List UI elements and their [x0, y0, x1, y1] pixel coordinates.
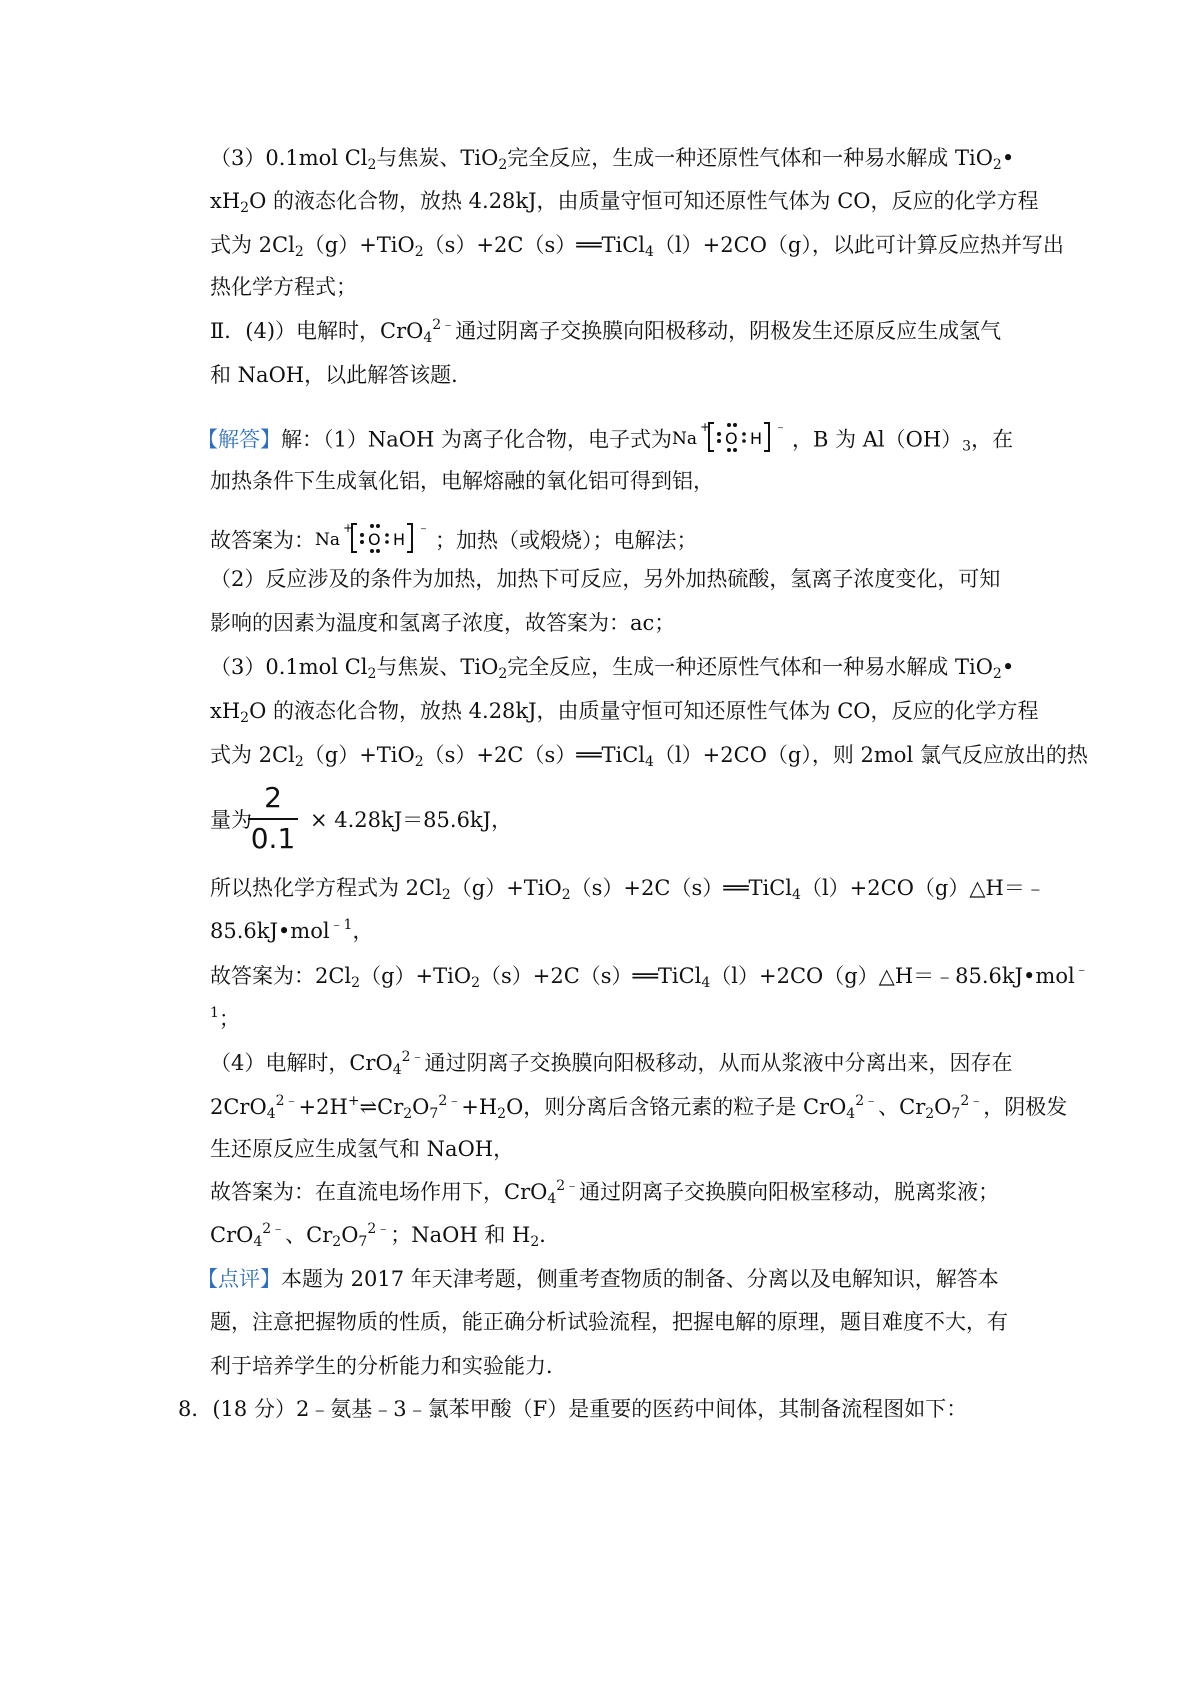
text-line: 热化学方程式；	[210, 275, 357, 299]
question-8-line: 8．(18 分）2﹣氨基﹣3﹣氯苯甲酸（F）是重要的医药中间体，其制备流程图如下：	[178, 1397, 968, 1421]
svg-text:O: O	[724, 429, 738, 448]
naoh-electron-formula	[315, 518, 435, 566]
text-line: 故答案为： Na + O H ﹣ ；加热（或煅烧）；电解法；	[210, 518, 1020, 566]
text-line: $xH_2O$ 的液态化合物，放热 4.28kJ，由质量守恒可知还原性气体为 CO，反应的化学方程	[210, 699, 1039, 726]
text-line: $2CrO_4^{2﹣}+2H^+\rightleftharpoons Cr_2O_7^{2﹣}+H_2O$，则分离后含铬元素的粒子是 CrO$_4^{2﹣}$、$Cr_2O_7^{2﹣}$，阴极发	[210, 1093, 1068, 1122]
text-line: CrO$_4^{2﹣}$、$Cr_2O_7^{2﹣}$；NaOH 和 $H_2$．	[210, 1221, 561, 1250]
answer-tag: 【解答】	[197, 427, 281, 452]
text-line: 85.6kJ•mol$^{﹣1}$，	[210, 917, 374, 943]
text-line: 故答案为：$2Cl_2(g)+TiO_2(s)+2C(s)══TiCl_4(l)+2CO(g)\triangle H=﹣85.6kJ•mol^﹣$	[210, 962, 1089, 991]
svg-text:+: +	[699, 420, 711, 434]
svg-text:H: H	[393, 530, 406, 549]
text-line: 影响的因素为温度和氢离子浓度，故答案为：ac；	[210, 611, 676, 635]
text-line: 式为 $2Cl_2(g)+TiO_2(s)+2C(s)══TiCl_4(l)+2CO(g)$，则 2mol 氯气反应放出的热	[210, 743, 1088, 770]
svg-text:﹣: ﹣	[417, 521, 431, 536]
svg-text:Na: Na	[315, 530, 341, 550]
text-line: 加热条件下生成氧化铝，电解熔融的氧化铝可得到铝，	[210, 469, 714, 493]
text-line: 和 NaOH，以此解答该题．	[210, 363, 473, 387]
text-line: 利于培养学生的分析能力和实验能力．	[210, 1354, 567, 1378]
fraction-numerator: 2	[264, 781, 282, 814]
svg-text:+: +	[343, 521, 354, 535]
text-line: （4）电解时，CrO$_4^{2﹣}$通过阴离子交换膜向阳极移动，从而从浆液中分离出来，因存在	[210, 1049, 1013, 1078]
comment-line: 【点评】本题为 2017 年天津考题，侧重考查物质的制备、分离以及电解知识，解答本	[197, 1267, 999, 1291]
text-line: 所以热化学方程式为 $2Cl_2(g)+TiO_2(s)+2C(s)══TiCl_4(l)+2CO(g)\triangle H=﹣$	[210, 876, 1046, 903]
text-line: 题，注意把握物质的性质，能正确分析试验流程，把握电解的原理，题目难度不大，有	[210, 1310, 1008, 1334]
svg-text:O: O	[368, 530, 381, 549]
text-line: 生还原反应生成氢气和 NaOH，	[210, 1137, 515, 1161]
fraction-denominator: 0.1	[250, 822, 296, 855]
answer-heading-line: 【解答】解：（1）NaOH 为离子化合物，电子式为 Na + O H ﹣ ，B 为 $Al(OH)_3$，在	[197, 417, 1020, 465]
text-line: （3）0.1mol $Cl_2$与焦炭、TiO$_2$完全反应，生成一种还原性气体和一种易水解成 TiO$_2$•	[210, 146, 1015, 173]
naoh-electron-formula	[672, 417, 792, 465]
text-line: （2）反应涉及的条件为加热，加热下可反应，另外加热硫酸，氢离子浓度变化，可知	[210, 567, 1001, 591]
comment-tag: 【点评】	[197, 1267, 281, 1291]
text-line: 量为 × 4.28kJ＝85.6kJ，	[210, 808, 513, 832]
text-line: $xH_2O$ 的液态化合物，放热 4.28kJ，由质量守恒可知还原性气体为 CO，反应的化学方程	[210, 189, 1039, 216]
svg-text:H: H	[749, 429, 762, 448]
text-line: 故答案为：在直流电场作用下，CrO$_4^{2﹣}$通过阴离子交换膜向阳极室移动，脱离浆液；	[210, 1178, 1000, 1207]
svg-text:﹣: ﹣	[773, 420, 787, 435]
text-line: $^1$；	[210, 1005, 240, 1031]
svg-text:Na: Na	[671, 429, 697, 449]
text-line: （3）0.1mol $Cl_2$与焦炭、TiO$_2$完全反应，生成一种还原性气体和一种易水解成 TiO$_2$•	[210, 655, 1015, 682]
text-line: 式为 $2Cl_2(g)+TiO_2(s)+2C(s)══TiCl_4(l)+2CO(g)$，以此可计算反应热并写出	[210, 233, 1064, 260]
text-line: Ⅱ．(4)）电解时，CrO$_4^{2﹣}$通过阴离子交换膜向阳极移动，阴极发生还原反应生成氢气	[210, 317, 1002, 346]
